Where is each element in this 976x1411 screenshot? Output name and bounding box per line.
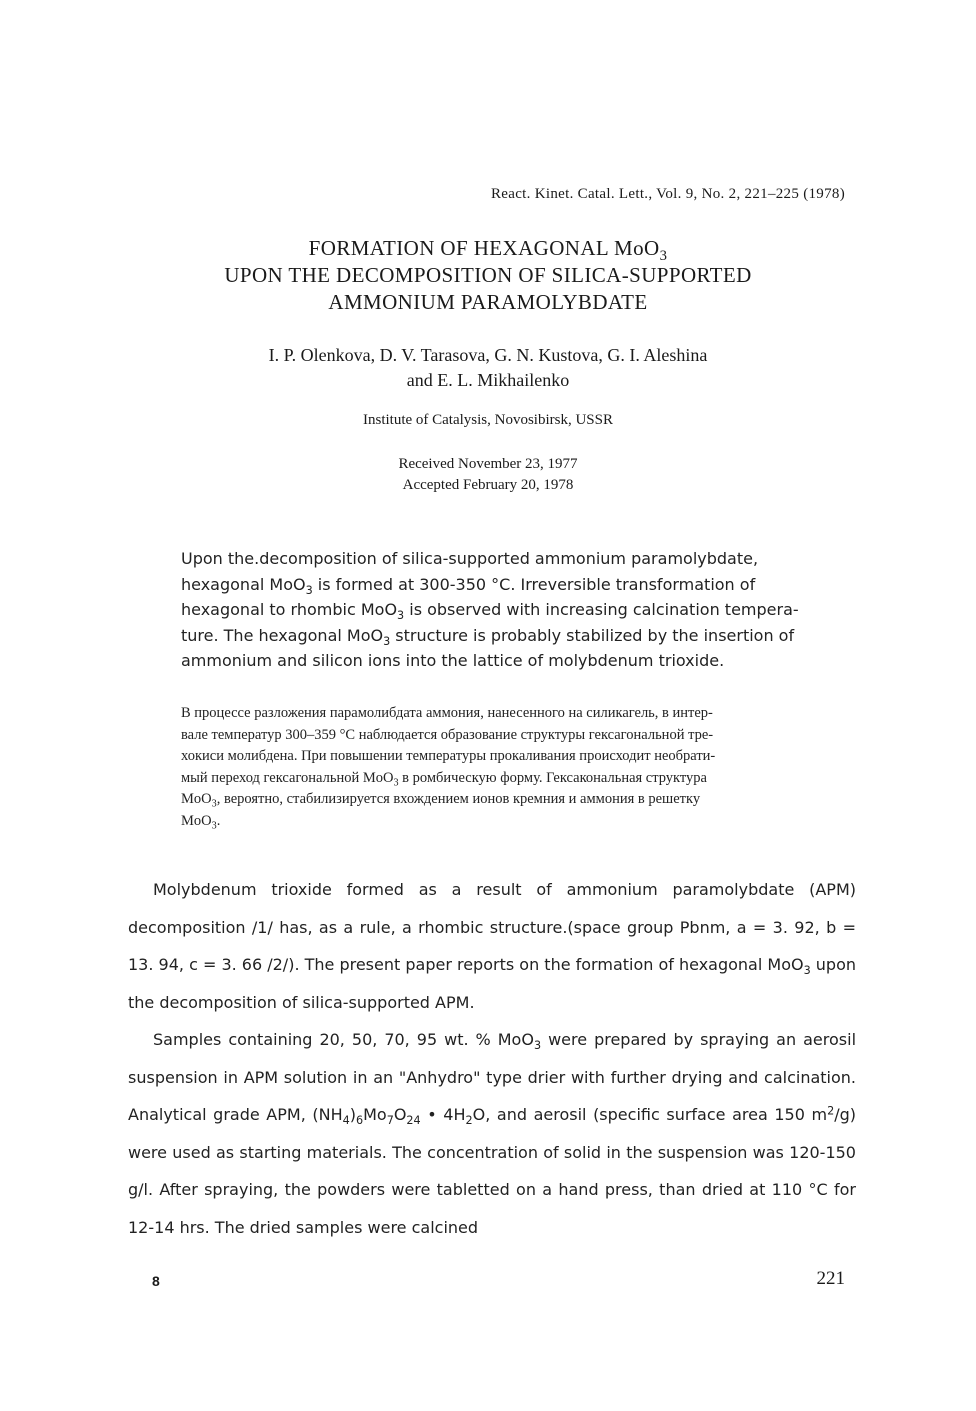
abstract-ru-line: В процессе разложения парамолибдата аммония, нанесенного на силикагель, в интер- — [181, 705, 713, 721]
abstract-ru-line: мый переход гексагональной MoO$_3$ в ромбическую форму. Гексакональная структура — [181, 769, 707, 789]
abstract-ru-line: MoO$_3$, вероятно, стабилизируется вхождением ионов кремния и аммония в решетку — [181, 791, 701, 810]
authors — [0, 343, 976, 393]
title-line-1: FORMATION OF HEXAGONAL MoO$_3$ — [308, 236, 668, 265]
authors-line-2: and E. L. Mikhailenko — [406, 370, 570, 390]
title-line-3: AMMONIUM PARAMOLYBDATE — [328, 290, 648, 314]
title-line-2: UPON THE DECOMPOSITION OF SILICA-SUPPORTED — [224, 263, 752, 287]
accepted-date: Accepted February 20, 1978 — [402, 477, 574, 493]
institution: Institute of Catalysis, Novosibirsk, USSR — [362, 412, 613, 428]
received-date: Received November 23, 1977 — [398, 456, 578, 472]
abstract-line: hexagonal MoO$_3$ is formed at 300-350 °C. Irreversible transformation of — [181, 574, 756, 597]
body-text — [128, 871, 856, 1246]
authors-line-1: I. P. Olenkova, D. V. Tarasova, G. N. Kustova, G. I. Aleshina — [268, 345, 708, 365]
abstract-ru-line: вале температур 300–359 °C наблюдается образование структуры гексагональной тре- — [181, 726, 714, 743]
page-number: 221 — [816, 1268, 845, 1289]
abstract-ru-line: MoO$_3$. — [181, 812, 221, 832]
received-dates — [0, 454, 976, 496]
signature-mark: 8 — [152, 1273, 160, 1289]
paragraph-2: Samples containing 20, 50, 70, 95 wt. % MoO$_3$ were prepared by spraying an aerosil suspension in APM solution in an "Anhydro" type drier with further drying and calcination. Analytical grade APM, $(NH_4)_6Mo_7O_{24}$ • $4H_2O$, and aerosil (specific surface area 150 $m^2/g$) were used as starting materials. The concentration of solid in the suspension was 120-150 g/l. After spraying, the powders were tabletted on a hand press, than dried at 110 °C for 12-14 hrs. The dried samples were calcined — [128, 1030, 857, 1237]
abstract-line: ture. The hexagonal MoO$_3$ structure is probably stabilized by the insertion of — [181, 625, 795, 648]
abstract-line: ammonium and silicon ions into the lattice of molybdenum trioxide. — [181, 651, 725, 670]
journal-reference: React. Kinet. Catal. Lett., Vol. 9, No. 2, 221–225 (1978) — [491, 186, 845, 202]
paragraph-1: Molybdenum trioxide formed as a result of ammonium paramolybdate (APM) decomposition /1/ has, as a rule, a rhombic structure.(space group Pbnm, a = 3. 92, b = 13. 94, c = 3. 66 /2/). The present paper reports on the formation of hexagonal MoO$_3$ upon the decomposition of silica-supported APM. — [128, 880, 857, 1012]
abstract-english — [181, 546, 846, 674]
abstract-line: Upon the.decomposition of silica-supported ammonium paramolybdate, — [181, 549, 759, 568]
abstract-russian — [181, 703, 861, 832]
abstract-ru-line: хокиси молибдена. При повышении температуры прокаливания происходит необрати- — [181, 748, 716, 764]
paper-title — [0, 235, 976, 316]
abstract-line: hexagonal to rhombic MoO$_3$ is observed with increasing calcination tempera- — [181, 600, 799, 622]
